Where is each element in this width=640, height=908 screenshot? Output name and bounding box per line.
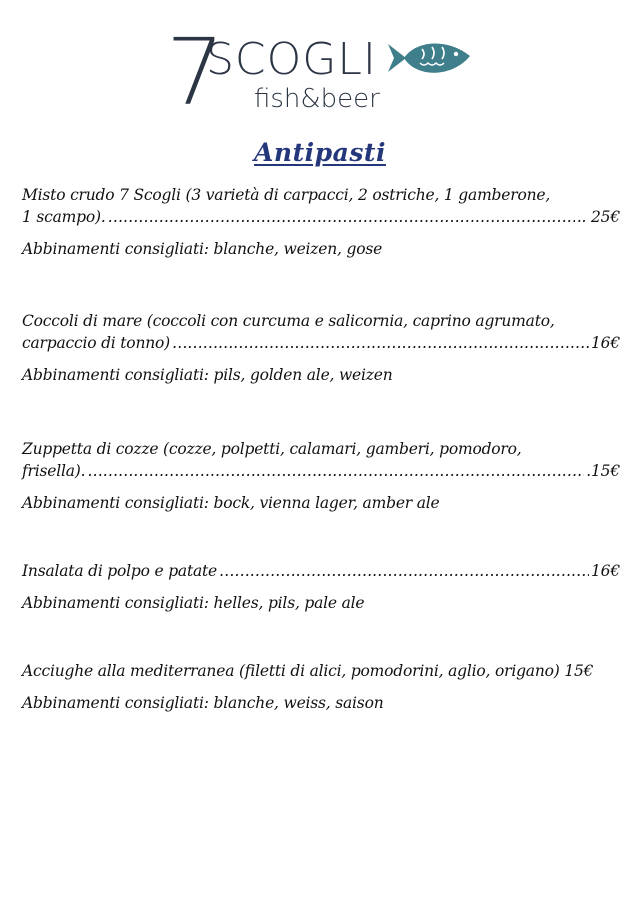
menu-item (22, 560, 620, 614)
logo-name: SCOGLI (206, 34, 377, 85)
menu-item (22, 184, 620, 260)
menu-item (22, 438, 620, 514)
item-price-line (22, 332, 620, 354)
item-price-line (22, 206, 620, 228)
item-description: Insalata di polpo e patate (22, 562, 218, 580)
item-pairing: Abbinamenti consigliati: bock, vienna lager, amber ale (22, 494, 440, 512)
item-description: Misto crudo 7 Scogli (3 varietà di carpacci, 2 ostriche, 1 gamberone, (22, 186, 551, 204)
logo-number: 7 (166, 19, 223, 126)
brand-logo (166, 19, 476, 126)
leader-dots (172, 332, 589, 354)
item-price-line (22, 460, 620, 482)
item-description-cont: 1 scampo). (22, 208, 106, 226)
item-pairing: Abbinamenti consigliati: pils, golden ale, weizen (22, 366, 393, 384)
item-pairing: Abbinamenti consigliati: helles, pils, pale ale (22, 594, 365, 612)
item-description: Acciughe alla mediterranea (filetti di alici, pomodorini, aglio, origano) 15€ (22, 662, 594, 680)
fish-icon (386, 38, 472, 78)
item-description-cont: frisella). (22, 462, 86, 480)
item-price: 16€ (591, 334, 620, 352)
item-price: 16€ (591, 562, 620, 580)
item-price-line (22, 560, 620, 582)
item-pairing: Abbinamenti consigliati: blanche, weiss, saison (22, 694, 384, 712)
menu-items (22, 184, 620, 714)
menu-item (22, 310, 620, 386)
item-price: .15€ (586, 462, 620, 480)
logo-tagline: fish&beer (254, 84, 380, 114)
leader-dots (108, 206, 575, 228)
item-description: Coccoli di mare (coccoli con curcuma e salicornia, caprino agrumato, (22, 312, 555, 330)
leader-dots (219, 560, 589, 582)
menu-item (22, 660, 620, 714)
item-description: Zuppetta di cozze (cozze, polpetti, calamari, gamberi, pomodoro, (22, 440, 522, 458)
item-description-cont: carpaccio di tonno) (22, 334, 170, 352)
section-title: Antipasti (254, 138, 386, 167)
item-pairing: Abbinamenti consigliati: blanche, weizen, gose (22, 240, 383, 258)
item-price: .. 25€ (576, 208, 620, 226)
leader-dots (87, 460, 584, 482)
